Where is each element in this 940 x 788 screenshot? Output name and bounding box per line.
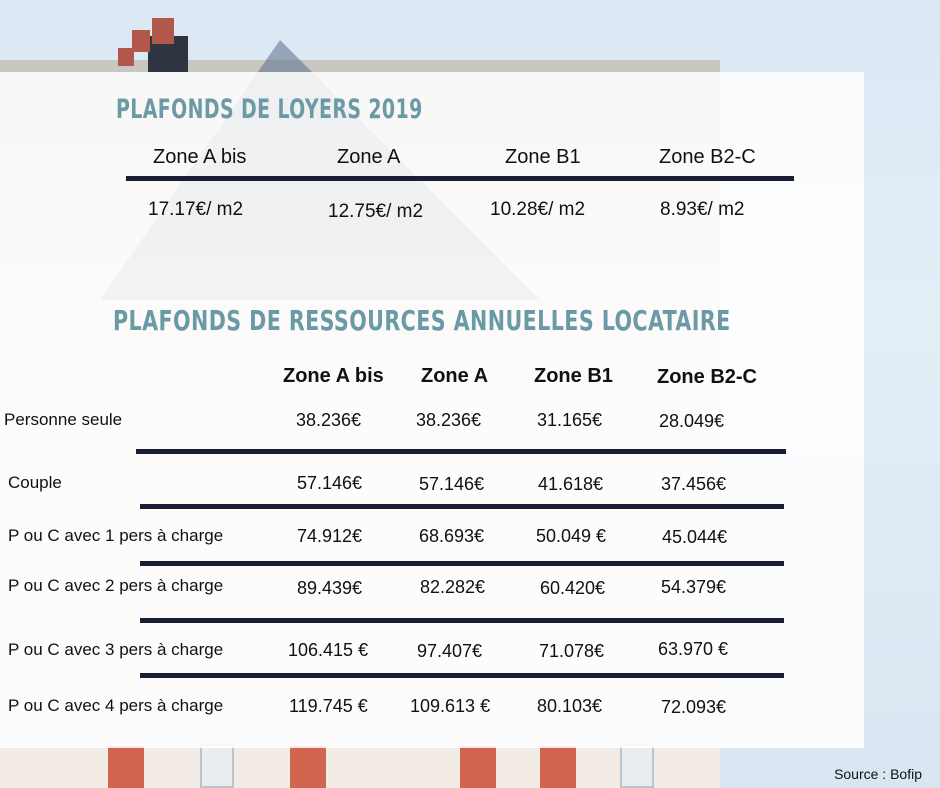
row-value: 28.049€ — [659, 411, 725, 431]
row-value: 57.146€ — [297, 473, 363, 493]
row-value: 38.236€ — [416, 410, 482, 430]
row-value: 54.379€ — [661, 577, 727, 597]
row-divider — [136, 449, 786, 454]
loyers-value: 17.17€/ m2 — [148, 199, 244, 220]
chimney-pot — [152, 18, 174, 44]
loyers-value: 8.93€/ m2 — [660, 199, 745, 220]
ressources-zone-header: Zone A — [421, 365, 489, 387]
row-value: 63.970 € — [658, 639, 729, 659]
loyers-title: PLAFONDS DE LOYERS 2019 — [116, 94, 423, 125]
row-value: 74.912€ — [297, 526, 363, 546]
loyers-value: 10.28€/ m2 — [490, 199, 586, 220]
loyers-zone-header: Zone A — [337, 146, 401, 168]
row-value: 31.165€ — [537, 410, 603, 430]
row-label: Personne seule — [4, 410, 123, 429]
row-value: 106.415 € — [288, 640, 369, 660]
row-label: P ou C avec 2 pers à charge — [8, 576, 224, 595]
row-value: 45.044€ — [662, 527, 728, 547]
row-label: P ou C avec 4 pers à charge — [8, 696, 224, 715]
row-value: 82.282€ — [420, 577, 486, 597]
source-caption: Source : Bofip — [834, 766, 922, 782]
row-value: 60.420€ — [540, 578, 606, 598]
ressources-zone-header: Zone B1 — [534, 365, 613, 387]
row-value: 97.407€ — [417, 641, 483, 661]
facade-brick — [540, 746, 576, 788]
row-value: 68.693€ — [419, 526, 485, 546]
loyers-divider — [126, 176, 794, 181]
row-value: 80.103€ — [537, 696, 603, 716]
loyers-zone-header: Zone B1 — [505, 146, 581, 168]
row-value: 50.049 € — [536, 526, 607, 546]
facade-brick — [290, 746, 326, 788]
chimney-pot — [132, 30, 150, 52]
row-value: 71.078€ — [539, 641, 605, 661]
loyers-zone-header: Zone A bis — [153, 146, 247, 168]
row-label: P ou C avec 1 pers à charge — [8, 526, 224, 545]
facade-brick — [460, 746, 496, 788]
loyers-value: 12.75€/ m2 — [328, 201, 424, 222]
row-divider — [140, 561, 784, 566]
row-value: 57.146€ — [419, 474, 485, 494]
row-value: 38.236€ — [296, 410, 362, 430]
row-label: P ou C avec 3 pers à charge — [8, 640, 224, 659]
ressources-zone-header: Zone B2-C — [657, 366, 757, 388]
ressources-zone-header: Zone A bis — [283, 365, 384, 387]
row-divider — [140, 504, 784, 509]
row-value: 37.456€ — [661, 474, 727, 494]
row-value: 89.439€ — [297, 578, 363, 598]
ressources-title: PLAFONDS DE RESSOURCES ANNUELLES LOCATAIRE — [113, 304, 731, 337]
facade-window — [620, 744, 654, 788]
facade-brick — [108, 746, 144, 788]
row-divider — [140, 618, 784, 623]
row-value: 109.613 € — [410, 696, 491, 716]
loyers-zone-header: Zone B2-C — [659, 146, 756, 168]
row-value: 72.093€ — [661, 697, 727, 717]
chimney-pot — [118, 48, 134, 66]
facade-window — [200, 744, 234, 788]
row-value: 119.745 € — [289, 696, 368, 716]
row-label: Couple — [8, 473, 62, 492]
row-divider — [140, 673, 784, 678]
row-value: 41.618€ — [538, 474, 604, 494]
